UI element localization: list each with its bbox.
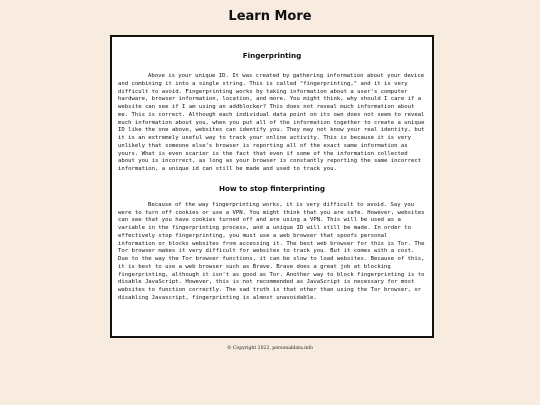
page-title: Learn More <box>228 9 312 24</box>
footer-copyright: © Copyright 2022, personaldata.info <box>226 346 314 351</box>
fingerprinting-heading: Fingerprinting <box>242 51 302 60</box>
stop-fingerprinting-heading: How to stop finterprinting <box>218 183 325 193</box>
content-panel <box>110 35 434 338</box>
fingerprinting-paragraph: Above is your unique ID. It was created by gathering information about your device and combining it into a single string. This is called "fingerprinting," and it is very difficult to avoid. Fingerprinting works by taking information about a user's computer hardware, browser information, location, and more. You might think, why should I care if a website can see if I am using an addblocker? This does not reveal much information about me. This is correct. Although each individual data point on its own does not seem to reveal much information about you, when you put all of the information together to create a unique ID like the one above, websites can identify you. They may not know your real identity, but it is an extremely useful way to track your online activity. This is because it is very unlikely that someone else's browser is reporting all of the exact same information as yours. What is even scarier is the fact that even if some of the information collected about you is incorrect, as long as your browser is constantly reporting the same incorrect information, a unique id can still be made and used to track you. <box>118 73 425 172</box>
stop-fingerprinting-paragraph: Because of the way fingerprinting works, it is very difficult to avoid. Say you were to turn off cookies or use a VPN. You might think that you are safe. However, websites can see that you have cookies turned off and are using a VPN. This will be used as a variable in the fingerprinting process, and a unique ID will still be made. In order to effectively stop fingerprinting, you must use a web browser that spoofs personal information or blocks websites from accessing it. The best web browser for this is Tor. The Tor browser makes it very difficult for websites to track you. But it comes with a cost. Due to the way the Tor browser functions, it can be slow to load websites. Because of this, it is best to use a web browser such as Brave. Brave does a great job at blocking fingerprinting, although it isn't as good as Tor. Another way to block fingerprinting is to disable JavaScript. However, this is not recommended as JavaScript is necessary for most websites to function correctly. The sad truth is that other than using the Tor browser, or disabling Javascript, fingerprinting is almost unavoidable. <box>118 201 425 301</box>
